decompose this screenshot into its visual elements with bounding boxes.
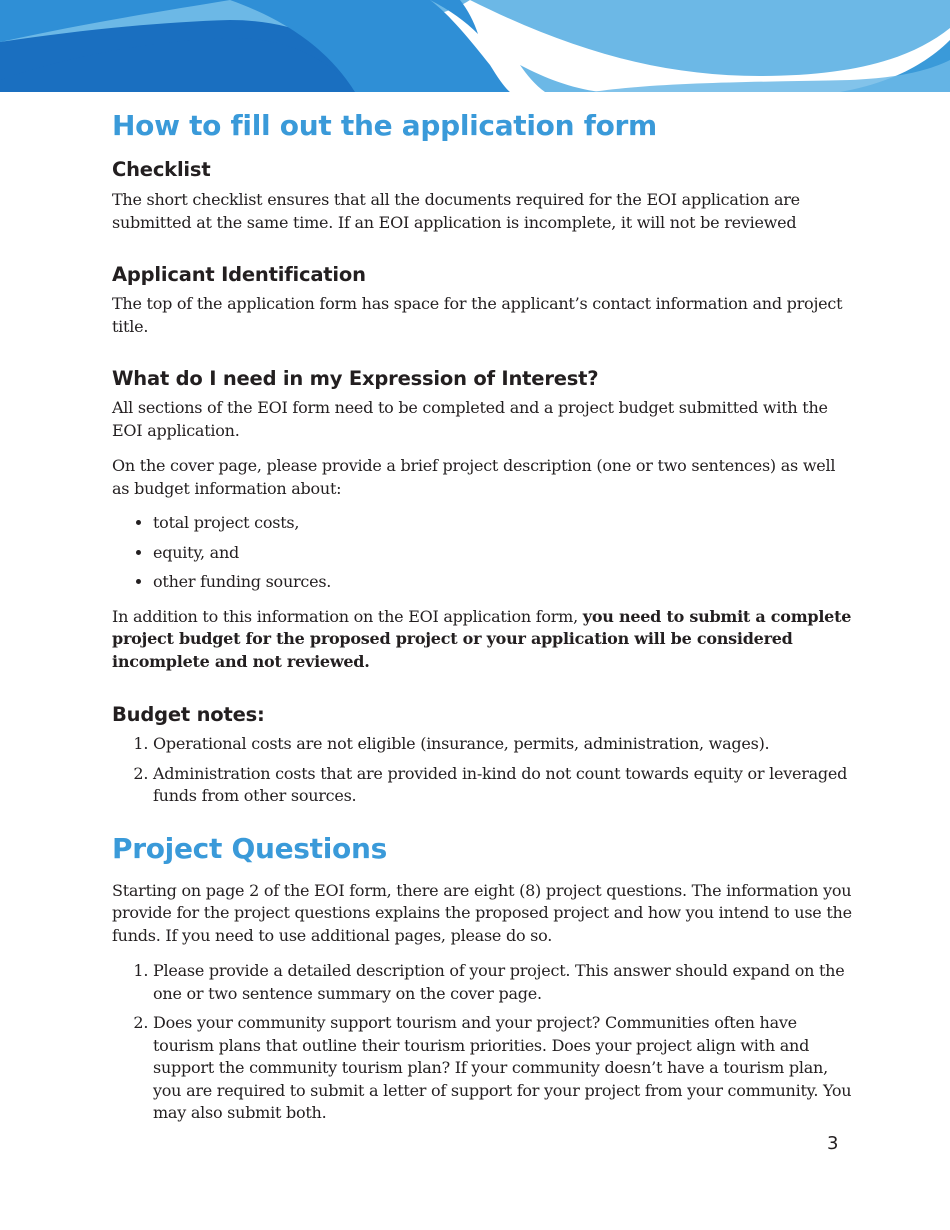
- list-item: 2. Administration costs that are provided in-kind do not count towards equity or leveraged funds from other sources.: [153, 763, 852, 808]
- checklist-paragraph: The short checklist ensures that all the documents required for the EOI application are submitted at the same time. If an EOI application is incomplete, it will not be reviewed: [112, 190, 800, 232]
- eoi-paragraph-1: All sections of the EOI form need to be completed and a project budget submitted with the EOI application.: [112, 398, 828, 440]
- header-wave-banner: [0, 0, 950, 95]
- eoi-heading: What do I need in my Expression of Interest?: [112, 367, 599, 390]
- budget-info-list: [112, 512, 852, 594]
- list-item: 1. Please provide a detailed description of your project. This answer should expand on the one or two sentence summary on the cover page.: [153, 960, 852, 1005]
- section-title-project-questions: Project Questions: [112, 831, 387, 865]
- budget-notes-list: [112, 733, 852, 808]
- checklist-heading: Checklist: [112, 158, 211, 181]
- project-questions-list: [112, 960, 852, 1125]
- eoi-paragraph-3-bold: you need to submit a complete project budget for the proposed project or your application will be considered incomplete and not reviewed.: [112, 606, 852, 671]
- list-item: • other funding sources.: [153, 571, 852, 594]
- eoi-paragraph-3-plain: In addition to this information on the EOI application form,: [112, 606, 583, 626]
- section-title-application-form: How to fill out the application form: [112, 109, 657, 142]
- budget-notes-heading: Budget notes:: [112, 703, 265, 726]
- list-item: • equity, and: [153, 542, 852, 565]
- list-item: • total project costs,: [153, 512, 852, 535]
- eoi-paragraph-3: [112, 606, 852, 674]
- eoi-paragraph-2: On the cover page, please provide a brief project description (one or two sentences) as well as budget information about:: [112, 456, 836, 498]
- applicant-identification-paragraph: The top of the application form has space for the applicant’s contact information and project title.: [112, 294, 843, 336]
- document-body: [112, 104, 852, 1125]
- page-number: 3: [827, 1133, 839, 1154]
- list-item: 1. Operational costs are not eligible (insurance, permits, administration, wages).: [153, 733, 852, 756]
- project-questions-intro: Starting on page 2 of the EOI form, there are eight (8) project questions. The information you provide for the project questions explains the proposed project and how you intend to use the funds. If you need to use additional pages, please do so.: [112, 880, 852, 945]
- list-item: 2. Does your community support tourism and your project? Communities often have tourism plans that outline their tourism priorities. Does your project align with and support the community tourism plan? If your community doesn’t have a tourism plan, you are required to submit a letter of support for your project from your community. You may also submit both.: [153, 1012, 852, 1125]
- applicant-identification-heading: Applicant Identification: [112, 263, 366, 286]
